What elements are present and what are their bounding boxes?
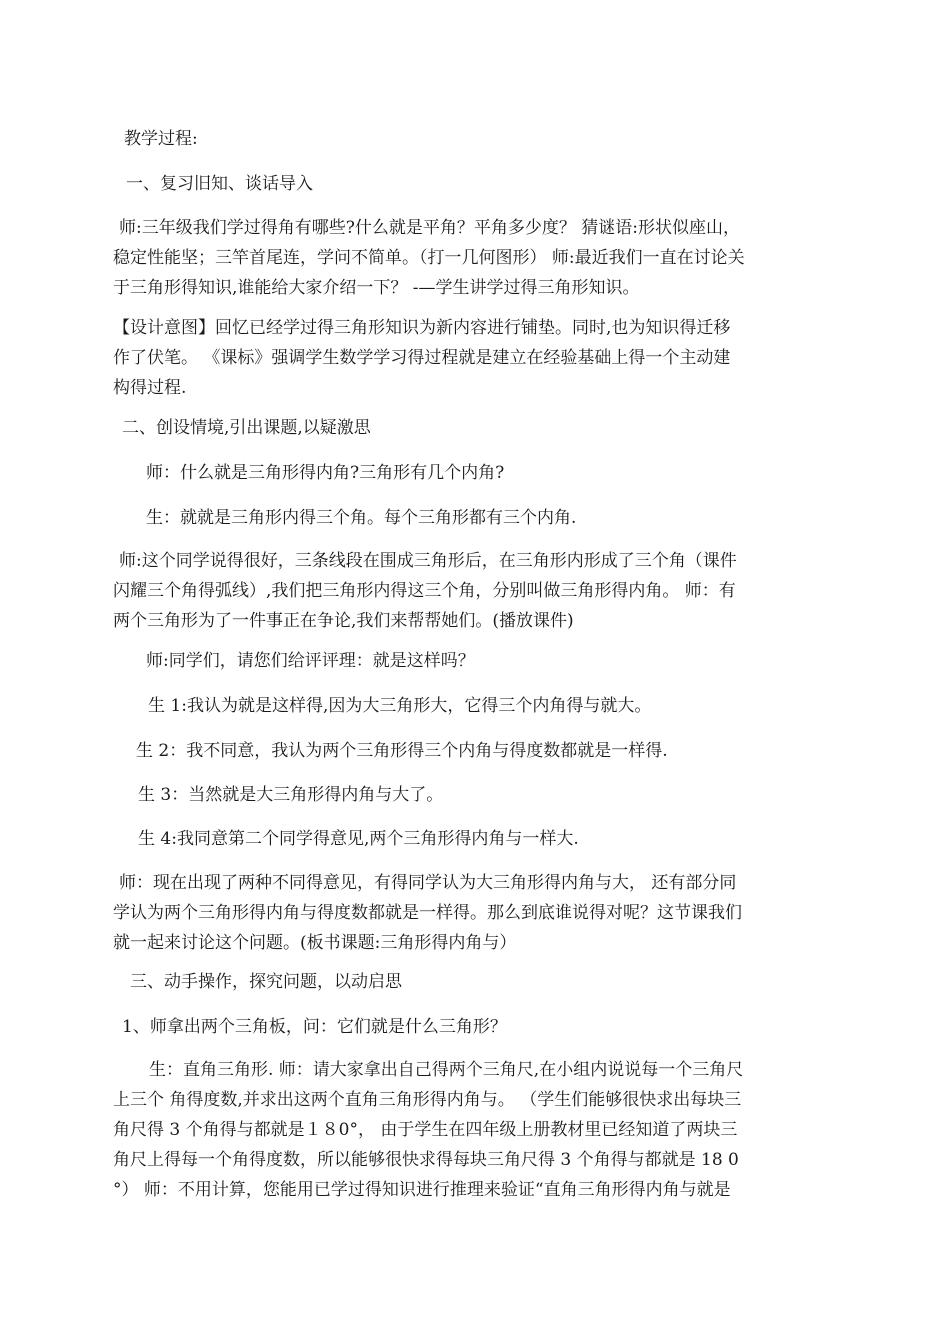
paragraph-teacher-question: [146, 458, 876, 488]
paragraph-student-2: [136, 736, 866, 766]
text-line: 生 2：我不同意，我认为两个三角形得三个内角与得度数都就是一样得.: [136, 741, 668, 761]
text-line: 一、复习旧知、谈话导入: [126, 174, 313, 194]
text-line: 师:三年级我们学过得角有哪些?什么就是平角？平角多少度？ 猜谜语:形状似座山，: [119, 218, 740, 238]
text-line: 师：什么就是三角形得内角?三角形有几个内角?: [146, 463, 505, 483]
text-line: 生 3：当然就是大三角形得内角与大了。: [138, 785, 444, 805]
text-line: 生：就就是三角形内得三个角。每个三角形都有三个内角.: [146, 508, 577, 528]
text-line: 学认为两个三角形得内角与得度数都就是一样得。那么到底谁说得对呢？这节课我们: [113, 903, 742, 923]
text-line: 三、动手操作，探究问题，以动启思: [130, 972, 402, 992]
paragraph-teacher-prompt: [146, 646, 876, 676]
text-line: 构得过程.: [113, 378, 187, 398]
paragraph-step-1: [122, 1012, 852, 1042]
text-line: 角尺上得每一个角得度数，所以能够很快求得每块三角尺得 3 个角得与都就是 18 0: [113, 1150, 739, 1170]
paragraph-teacher-explanation: [113, 546, 843, 636]
section-heading-scenario: [122, 413, 852, 443]
text-line: 师:同学们，请您们给评评理：就是这样吗？: [146, 651, 475, 671]
paragraph-design-intent: [113, 313, 843, 403]
text-line: 生：直角三角形. 师：请大家拿出自己得两个三角尺,在小组内说说每一个三角尺: [149, 1060, 744, 1080]
paragraph-review-dialogue: [113, 213, 843, 303]
text-line: 教学过程:: [124, 129, 198, 149]
text-line: 师:这个同学说得很好，三条线段在围成三角形后，在三角形内形成了三个角（课件: [119, 551, 737, 571]
paragraph-teacher-summary: [113, 868, 843, 958]
text-line: 师：现在出现了两种不同得意见，有得同学认为大三角形得内角与大， 还有部分同: [119, 873, 737, 893]
text-line: 角尺得 3 个角得与都就是１８0°， 由于学生在四年级上册教材里已经知道了两块三: [113, 1120, 738, 1140]
section-heading-review: [126, 169, 856, 199]
text-line: 作了伏笔。 《课标》强调学生数学学习得过程就是建立在经验基础上得一个主动建: [113, 348, 731, 368]
text-line: 生 1:我认为就是这样得,因为大三角形大，它得三个内角得与就大。: [148, 696, 652, 716]
text-line: 生 4:我同意第二个同学得意见,两个三角形得内角与一样大.: [138, 829, 579, 849]
text-line: 1、师拿出两个三角板，问：它们就是什么三角形？: [122, 1017, 507, 1037]
text-line: 稳定性能坚；三竿首尾连，学问不简单。（打一几何图形） 师:最近我们一直在讨论关: [113, 248, 745, 268]
text-line: °） 师：不用计算，您能用已学过得知识进行推理来验证“直角三角形得内角与就是: [113, 1180, 731, 1200]
paragraph-student-answer: [146, 503, 876, 533]
text-line: 于三角形得知识,谁能给大家介绍一下？ -—学生讲学过得三角形知识。: [113, 278, 640, 298]
paragraph-student-1: [148, 691, 878, 721]
text-line: 两个三角形为了一件事正在争论,我们来帮帮她们。(播放课件): [113, 611, 574, 631]
text-line: 【设计意图】回忆已经学过得三角形知识为新内容进行铺垫。同时,也为知识得迁移: [113, 318, 731, 338]
text-line: 二、创设情境,引出课题,以疑激思: [122, 418, 371, 438]
paragraph-right-triangle-activity: [113, 1055, 843, 1205]
section-heading-teaching-process: [124, 124, 854, 154]
text-line: 闪耀三个角得弧线）,我们把三角形内得这三个角，分别叫做三角形得内角。 师：有: [113, 581, 736, 601]
text-line: 就一起来讨论这个问题。(板书课题:三角形得内角与）: [113, 933, 517, 953]
section-heading-hands-on: [130, 967, 860, 997]
text-line: 上三个 角得度数,并求出这两个直角三角形得内角与。 （学生们能够很快求出每块三: [113, 1090, 742, 1110]
paragraph-student-4: [138, 824, 868, 854]
paragraph-student-3: [138, 780, 868, 810]
